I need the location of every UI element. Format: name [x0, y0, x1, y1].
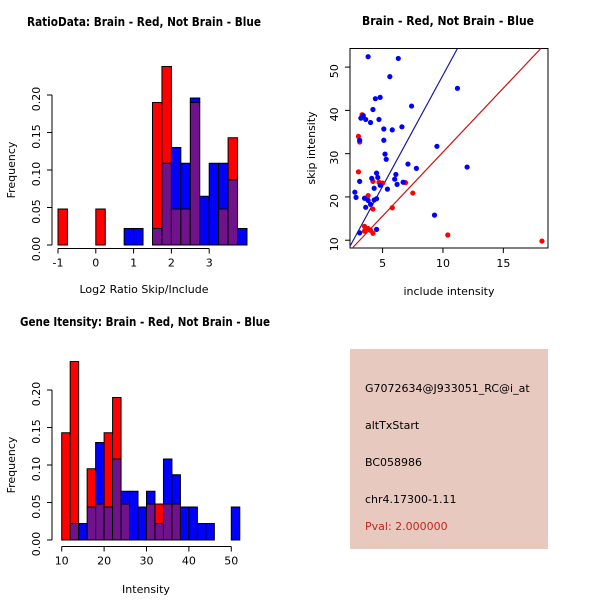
blue-scatter-point [390, 127, 395, 132]
hist-bar-segment [171, 209, 180, 245]
blue-scatter-point [357, 179, 362, 184]
blue-scatter-point [378, 183, 383, 188]
ratio-histogram-plot [30, 67, 247, 270]
hist-bar-segment [219, 209, 228, 245]
x-tick-label: 3 [205, 256, 213, 270]
red-scatter-point [370, 231, 375, 236]
blue-scatter-point [393, 172, 398, 177]
y-tick-label: 10 [328, 237, 341, 252]
hist-bar-segment [228, 138, 237, 180]
red-scatter-point [539, 238, 544, 243]
scatter-title: Brain - Red, Not Brain - Blue [362, 14, 534, 28]
x-tick-label: 30 [139, 554, 154, 568]
gene-intensity-ylabel: Frequency [5, 436, 18, 494]
hist-bar-segment [121, 504, 129, 540]
x-tick-label: 40 [181, 554, 196, 568]
blue-scatter-point [374, 196, 379, 201]
blue-scatter-point [401, 180, 406, 185]
blue-scatter-point [366, 54, 371, 59]
hist-bar-segment [153, 103, 162, 229]
hist-bar-segment [58, 209, 67, 245]
hist-bar-segment [171, 148, 180, 210]
blue-scatter-point [465, 164, 470, 169]
y-tick-label: 0.05 [30, 494, 43, 519]
blue-scatter-point [432, 213, 437, 218]
hist-bar-segment [87, 507, 95, 540]
y-tick-label: 0.00 [30, 236, 43, 262]
hist-bar-segment [147, 504, 155, 540]
hist-bar-segment [180, 507, 188, 540]
y-tick-label: 0.20 [30, 381, 43, 407]
y-tick-label: 0.05 [30, 199, 43, 224]
hist-bar-segment [79, 524, 87, 541]
hist-bar-segment [163, 504, 171, 540]
hist-bar-segment [190, 98, 199, 103]
x-tick-label: 10 [435, 257, 450, 270]
hist-bar-segment [70, 524, 78, 541]
blue-scatter-point [381, 126, 386, 131]
hist-bar-segment [172, 504, 180, 540]
hist-bar-segment [209, 163, 218, 245]
blue-scatter-point [455, 86, 460, 91]
red-scatter-point [362, 229, 367, 234]
hist-bar-segment [181, 209, 190, 245]
red-scatter-point [356, 169, 361, 174]
hist-bar-segment [96, 504, 104, 540]
x-tick-label: -1 [52, 256, 64, 270]
blue-scatter-point [369, 176, 374, 181]
hist-bar-segment [189, 507, 197, 540]
hist-bar-segment [153, 229, 162, 246]
scatter-plot [328, 49, 548, 271]
ratio-histogram-ylabel: Frequency [5, 141, 18, 199]
x-tick-label: 20 [97, 554, 112, 568]
hist-bar-segment [96, 443, 104, 505]
y-tick-label: 50 [328, 64, 341, 79]
hist-bar-segment [104, 433, 112, 507]
blue-scatter-point [368, 202, 373, 207]
y-tick-label: 0.10 [30, 456, 43, 482]
blue-scatter-point [375, 175, 380, 180]
y-tick-label: 0.20 [30, 86, 43, 112]
hist-bar-segment [228, 180, 237, 245]
hist-bar-segment [200, 196, 209, 245]
blue-scatter-point [382, 151, 387, 156]
gene-intensity-histogram-panel [0, 300, 300, 600]
x-tick-label: 0 [92, 256, 100, 270]
blue-scatter-point [373, 96, 378, 101]
y-tick-label: 0.15 [30, 419, 43, 444]
hist-bar-segment [147, 491, 155, 504]
probe-id-text: G7072634@J933051_RC@i_at [365, 382, 530, 395]
plot-box [350, 49, 548, 249]
blue-scatter-point [434, 144, 439, 149]
x-tick-label: 50 [224, 554, 239, 568]
y-tick-label: 40 [328, 107, 341, 122]
gene-intensity-histogram-plot [30, 362, 240, 568]
hist-bar-segment [121, 491, 129, 504]
blue-scatter-point [392, 177, 397, 182]
y-tick-label: 20 [328, 193, 341, 208]
blue-fit-line [350, 49, 457, 247]
blue-scatter-point [358, 116, 363, 121]
blue-scatter-point [370, 107, 375, 112]
red-fit-line [352, 49, 540, 249]
blue-scatter-point [372, 186, 377, 191]
hist-bar-segment [206, 524, 214, 541]
x-tick-label: 1 [130, 256, 138, 270]
blue-scatter-point [394, 182, 399, 187]
ratio-histogram-title: RatioData: Brain - Red, Not Brain - Blue [27, 15, 261, 29]
pval-text: Pval: 2.000000 [365, 520, 448, 533]
hist-bar-segment [190, 103, 199, 246]
blue-scatter-point [399, 124, 404, 129]
hist-bar-segment [130, 491, 138, 540]
hist-bar-segment [124, 229, 133, 246]
red-scatter-point [390, 205, 395, 210]
hist-bar-segment [155, 504, 163, 524]
hist-bar-segment [219, 163, 228, 209]
blue-scatter-point [414, 166, 419, 171]
event-type-text: altTxStart [365, 419, 420, 432]
blue-scatter-point [374, 227, 379, 232]
hist-bar-segment [162, 67, 171, 164]
blue-scatter-point [376, 117, 381, 122]
blue-scatter-point [381, 138, 386, 143]
hist-bar-segment [104, 507, 112, 540]
blue-scatter-point [353, 195, 358, 200]
hist-bar-segment [162, 163, 171, 245]
blue-scatter-point [409, 103, 414, 108]
x-tick-label: 10 [54, 554, 69, 568]
hist-bar-segment [138, 507, 146, 540]
hist-bar-segment [238, 229, 247, 246]
y-tick-label: 30 [328, 150, 341, 165]
y-tick-label: 0.00 [30, 531, 43, 557]
x-tick-label: 15 [496, 257, 511, 270]
x-tick-label: 5 [379, 257, 387, 270]
blue-scatter-point [363, 205, 368, 210]
gene-info-panel [300, 300, 600, 600]
location-text: chr4.17300-1.11 [365, 493, 457, 506]
gene-info-box [350, 349, 548, 549]
y-tick-label: 0.10 [30, 161, 43, 187]
gene-intensity-xlabel: Intensity [122, 583, 170, 596]
red-scatter-point [445, 232, 450, 237]
hist-bar-segment [62, 433, 70, 540]
accession-text: BC058986 [365, 456, 423, 469]
hist-bar-segment [96, 209, 105, 245]
hist-bar-segment [70, 362, 78, 524]
red-scatter-point [410, 190, 415, 195]
hist-bar-segment [172, 475, 180, 504]
blue-scatter-point [405, 161, 410, 166]
blue-scatter-point [396, 56, 401, 61]
blue-scatter-point [387, 74, 392, 79]
hist-bar-segment [134, 229, 143, 246]
blue-scatter-point [363, 117, 368, 122]
x-tick-label: 2 [167, 256, 175, 270]
blue-scatter-point [368, 120, 373, 125]
hist-bar-segment [197, 524, 205, 541]
hist-bar-segment [163, 459, 171, 504]
y-tick-label: 0.15 [30, 124, 43, 149]
blue-scatter-point [352, 190, 357, 195]
blue-scatter-point [357, 138, 362, 143]
hist-bar-segment [113, 459, 121, 540]
hist-bar-segment [181, 163, 190, 209]
gene-intensity-histogram-title: Gene Itensity: Brain - Red, Not Brain - Blue [20, 315, 270, 329]
hist-bar-segment [231, 507, 239, 540]
ratio-histogram-xlabel: Log2 Ratio Skip/Include [79, 283, 209, 296]
scatter-ylabel: skip intensity [305, 111, 318, 185]
blue-scatter-point [384, 157, 389, 162]
hist-bar-segment [155, 524, 163, 541]
ratio-histogram-panel [0, 0, 300, 300]
blue-scatter-point [357, 230, 362, 235]
hist-bar-segment [87, 469, 95, 507]
blue-scatter-point [385, 187, 390, 192]
scatter-panel [300, 0, 600, 300]
red-scatter-point [370, 206, 375, 211]
hist-bar-segment [113, 398, 121, 460]
blue-scatter-point [378, 95, 383, 100]
scatter-xlabel: include intensity [403, 285, 495, 298]
